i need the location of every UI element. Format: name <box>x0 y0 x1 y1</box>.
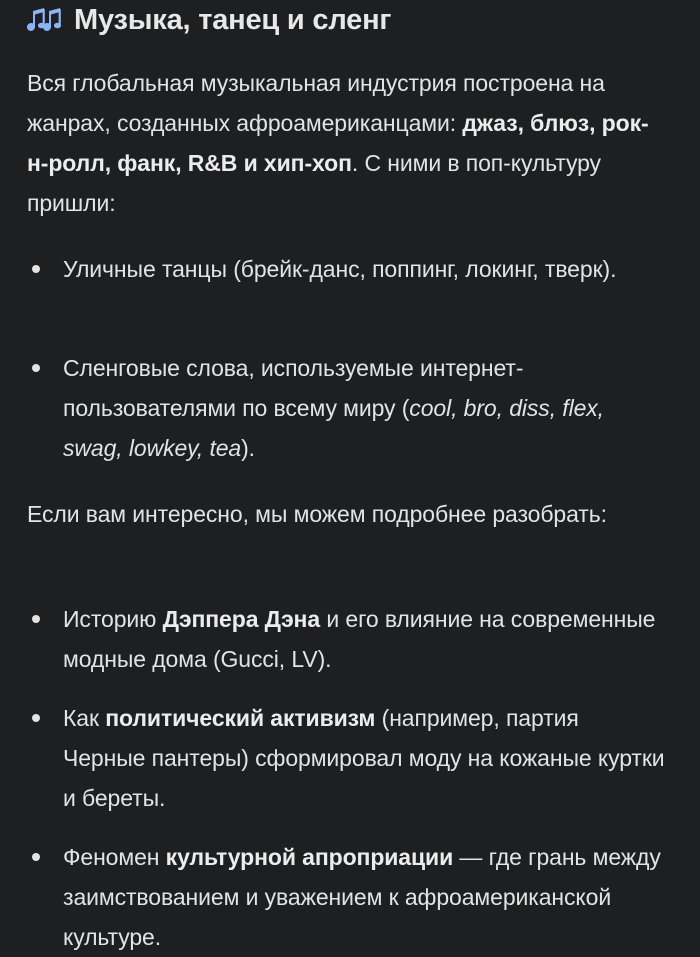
list-item-bold: политический активизм <box>105 705 376 731</box>
list-item-text-end: ). <box>241 435 255 461</box>
list-item-text: Сленговые слова, используемые интернет-пользователями по всему миру ( <box>63 355 524 421</box>
bullet-icon <box>32 364 40 372</box>
bullet-icon <box>32 615 40 623</box>
music-genres: джаз, блюз, рок-н-ролл, фанк, R&B и хип-хоп <box>27 110 649 176</box>
intro-text-2: . С ними в поп-культуру пришли: <box>27 150 601 216</box>
list-item-text-end: — где грань между заимствованием и уважением к афроамериканской культуре. <box>63 844 661 950</box>
list-item <box>63 837 667 957</box>
intro-paragraph <box>27 63 667 223</box>
list-item-bold: Дэппера Дэна <box>162 606 321 632</box>
list-item <box>63 348 667 468</box>
bullet-icon <box>32 714 40 722</box>
bullet-icon <box>32 265 40 273</box>
list-item <box>63 698 667 818</box>
list-item-bold: культурной апроприации <box>165 844 454 870</box>
bullet-icon <box>32 853 40 861</box>
list-item <box>63 249 667 289</box>
slang-words: cool, bro, diss, flex, swag, lowkey, tea <box>63 395 604 461</box>
intro-text-1: Вся глобальная музыкальная индустрия построена на жанрах, созданных афроамериканцами: <box>27 70 605 136</box>
list-item-text: Уличные танцы (брейк-данс, поппинг, локинг, тверк). <box>63 256 617 282</box>
section-title: Музыка, танец и сленг <box>74 3 392 36</box>
list-item-text-end: (например, партия Черные пантеры) сформировал моду на кожаные куртки и береты. <box>63 705 665 811</box>
list-item-text: Как <box>63 705 106 731</box>
offer-paragraph: Если вам интересно, мы можем подробнее разобрать: <box>27 501 607 527</box>
list-item-text: Феномен <box>63 844 166 870</box>
musical-notes-icon <box>27 5 65 35</box>
list-item-text-end: и его влияние на современные модные дома (Gucci, LV). <box>63 606 656 672</box>
section-heading <box>27 2 391 38</box>
list-item <box>63 599 667 679</box>
list-item-text: Историю <box>63 606 163 632</box>
